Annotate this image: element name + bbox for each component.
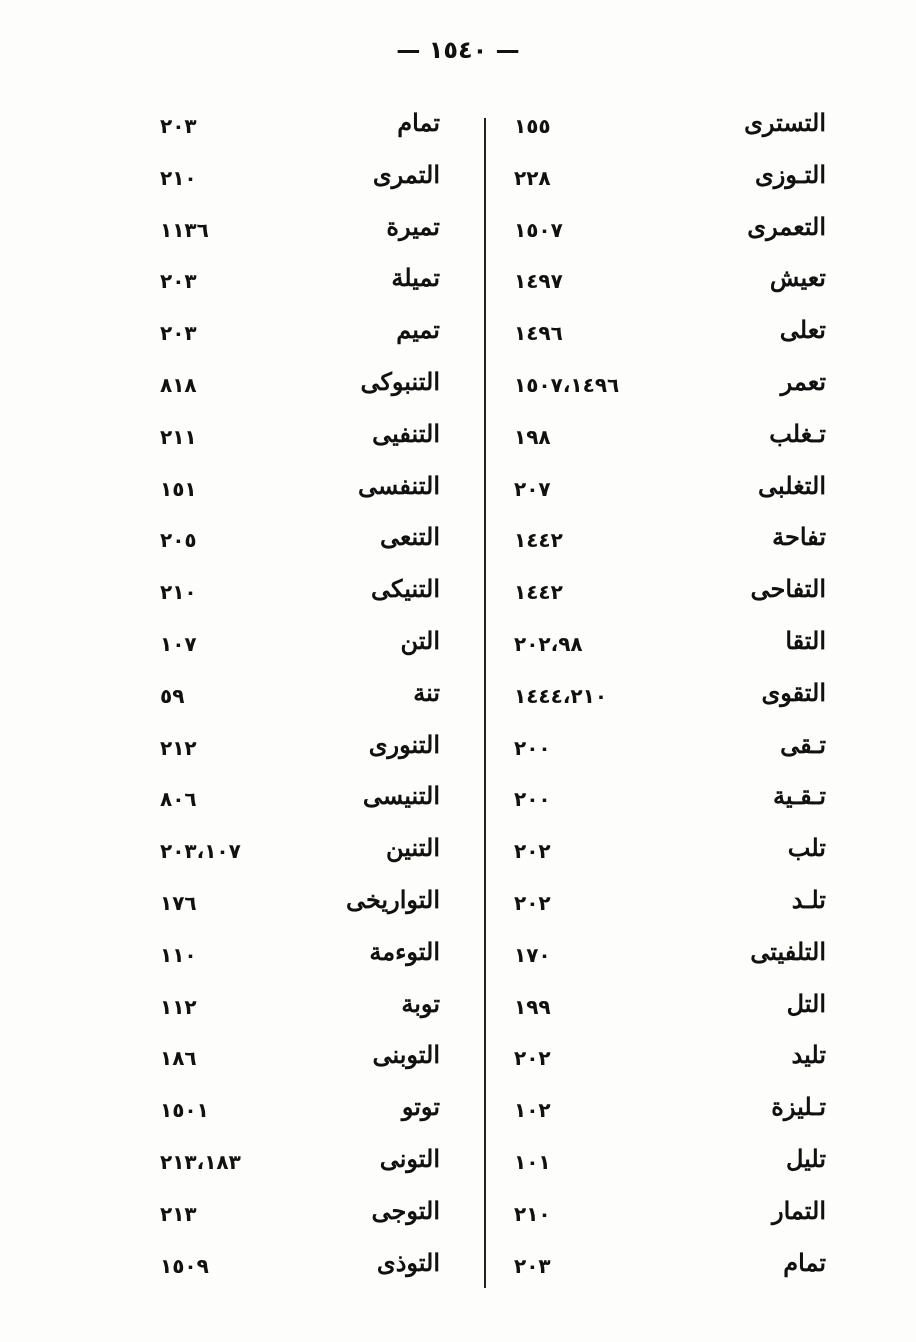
entry-name: التوبنى [372, 1040, 440, 1070]
entry-page-numbers: ١٠٧ [160, 631, 197, 656]
entry-page-numbers: ٢١٠ [160, 580, 197, 605]
entry-name: تمام [397, 108, 440, 137]
index-entry [500, 104, 840, 156]
entry-name: تلب [787, 833, 826, 863]
entry-page-numbers: ٢٠٣ [160, 269, 197, 294]
index-entry [500, 1140, 840, 1192]
index-entry [140, 467, 460, 519]
index-entry [140, 363, 460, 415]
index-entry [140, 726, 460, 778]
index-entry [140, 622, 460, 674]
entry-page-numbers: ١٥٠٩ [160, 1253, 209, 1278]
index-entry [500, 363, 840, 415]
entry-name: تعلى [779, 315, 826, 345]
entry-page-numbers: ١٧٠ [514, 942, 551, 967]
entry-page-numbers: ٢٠٢،٩٨ [514, 631, 583, 656]
entry-name: تعيش [769, 263, 826, 293]
index-entry [140, 104, 460, 156]
entry-name: التوجى [371, 1195, 440, 1225]
index-entry [140, 415, 460, 467]
entry-page-numbers: ٢١٠ [514, 1201, 551, 1226]
entry-page-numbers: ٥٩ [160, 683, 185, 708]
index-entry [500, 415, 840, 467]
index-entry [500, 985, 840, 1037]
entry-name: التنين [386, 833, 440, 863]
entry-page-numbers: ١٩٩ [514, 994, 551, 1019]
entry-name: التغلبى [758, 470, 826, 500]
entry-name: التعمرى [747, 211, 826, 241]
index-entry [140, 777, 460, 829]
index-entry [500, 829, 840, 881]
index-entry [140, 1192, 460, 1244]
entry-name: تميم [396, 315, 440, 345]
entry-name: التنفسى [357, 470, 440, 500]
index-entry [500, 933, 840, 985]
index-entry [140, 156, 460, 208]
entry-name: تـليزة [771, 1092, 826, 1122]
index-entry [500, 1244, 840, 1296]
entry-page-numbers: ١٨٦ [160, 1046, 197, 1071]
index-entry [500, 156, 840, 208]
entry-page-numbers: ١٤٤٢ [514, 528, 563, 553]
index-entry [140, 1244, 460, 1296]
entry-page-numbers: ٢١٢ [160, 735, 197, 760]
entry-page-numbers: ١١٠ [160, 942, 197, 967]
index-entry [140, 674, 460, 726]
entry-name: تـقى [780, 729, 826, 759]
index-entry [140, 985, 460, 1037]
index-entry [140, 259, 460, 311]
entry-name: التنعى [379, 522, 440, 552]
index-entry [140, 881, 460, 933]
index-entry [500, 570, 840, 622]
entry-name: توتو [401, 1092, 440, 1122]
entry-page-numbers: ١٠١ [514, 1149, 551, 1174]
entry-name: تليد [791, 1040, 826, 1070]
index-entry [140, 1036, 460, 1088]
index-entry [500, 467, 840, 519]
index-entry [500, 881, 840, 933]
entry-page-numbers: ١١٢ [160, 994, 197, 1019]
entry-page-numbers: ١٧٦ [160, 890, 197, 915]
entry-name: التنيسى [362, 781, 440, 811]
entry-name: التنيكى [371, 574, 440, 604]
entry-page-numbers: ١٥٠١ [160, 1098, 209, 1123]
index-entry [140, 518, 460, 570]
entry-page-numbers: ٢٠٣ [160, 321, 197, 346]
entry-page-numbers: ١١٣٦ [160, 217, 209, 242]
entry-name: التنورى [368, 729, 440, 759]
index-entry [140, 1088, 460, 1140]
entry-name: التقوى [761, 677, 826, 707]
entry-name: تفاحة [772, 522, 826, 552]
entry-name: التواريخى [345, 884, 440, 914]
entry-page-numbers: ١٤٤٢ [514, 580, 563, 605]
entry-name: التن [400, 625, 440, 655]
entry-name: توبة [401, 988, 440, 1018]
index-entry [140, 208, 460, 260]
entry-name: التنفيى [372, 418, 440, 448]
entry-page-numbers: ٢١٣،١٨٣ [160, 1149, 241, 1174]
index-entry [500, 259, 840, 311]
index-column-left [140, 104, 460, 1295]
entry-name: التوذى [376, 1247, 440, 1277]
entry-name: تنة [413, 677, 440, 707]
index-column-right [500, 104, 840, 1295]
entry-page-numbers: ١٥٠٧،١٤٩٦ [514, 372, 620, 397]
entry-page-numbers: ١٠٢ [514, 1098, 551, 1123]
entry-page-numbers: ٨٠٦ [160, 787, 197, 812]
entry-page-numbers: ٢٠٢ [514, 839, 551, 864]
index-entry [500, 518, 840, 570]
entry-page-numbers: ١٤٩٧ [514, 269, 563, 294]
index-entry [500, 777, 840, 829]
entry-name: التسترى [744, 108, 826, 137]
page-number-header: — ١٥٤٠ — [396, 36, 520, 64]
entry-page-numbers: ٢٢٨ [514, 165, 551, 190]
index-entry [500, 311, 840, 363]
entry-page-numbers: ١٤٤٤،٢١٠ [514, 683, 608, 708]
entry-name: تمام [783, 1247, 826, 1277]
entry-name: التـوزى [754, 159, 826, 189]
entry-name: التلفيتى [750, 936, 826, 966]
entry-name: تميلة [391, 263, 440, 293]
index-entry [140, 311, 460, 363]
entry-page-numbers: ١٩٨ [514, 424, 551, 449]
entry-page-numbers: ٢١٣ [160, 1201, 197, 1226]
entry-page-numbers: ١٤٩٦ [514, 321, 563, 346]
column-divider [484, 118, 486, 1288]
entry-name: تـقـية [773, 781, 826, 811]
entry-page-numbers: ٨١٨ [160, 372, 197, 397]
index-entry [500, 1192, 840, 1244]
entry-page-numbers: ٢٠٣ [160, 114, 197, 138]
index-entry [140, 570, 460, 622]
entry-page-numbers: ٢٠٢ [514, 890, 551, 915]
entry-name: تليل [785, 1143, 826, 1173]
index-entry [500, 208, 840, 260]
index-entry [140, 933, 460, 985]
index-entry [500, 1088, 840, 1140]
entry-page-numbers: ٢٠٢ [514, 1046, 551, 1071]
entry-name: تعمر [780, 366, 826, 396]
index-entry [140, 1140, 460, 1192]
entry-name: التنبوكى [360, 366, 440, 396]
entry-page-numbers: ١٥٥ [514, 114, 551, 138]
entry-page-numbers: ٢٠٠ [514, 787, 551, 812]
index-entry [500, 726, 840, 778]
entry-name: تميرة [386, 211, 440, 241]
entry-page-numbers: ٢٠٣،١٠٧ [160, 839, 241, 864]
entry-name: التمار [772, 1195, 826, 1225]
entry-name: تـغلب [769, 418, 826, 448]
index-entry [500, 674, 840, 726]
entry-page-numbers: ١٥٠٧ [514, 217, 563, 242]
entry-page-numbers: ٢٠٠ [514, 735, 551, 760]
entry-name: التمرى [372, 159, 440, 189]
index-entry [500, 1036, 840, 1088]
entry-page-numbers: ١٥١ [160, 476, 197, 501]
index-entry [140, 829, 460, 881]
entry-name: التونى [379, 1143, 440, 1173]
entry-page-numbers: ٢١١ [160, 424, 197, 449]
entry-page-numbers: ٢١٠ [160, 165, 197, 190]
entry-name: التقا [785, 625, 826, 655]
entry-page-numbers: ٢٠٧ [514, 476, 551, 501]
entry-name: التفاحى [750, 574, 826, 604]
entry-name: تلـد [791, 884, 826, 914]
entry-name: التل [786, 988, 826, 1018]
entry-name: التوءمة [369, 936, 440, 966]
entry-page-numbers: ٢٠٥ [160, 528, 197, 553]
index-entry [500, 622, 840, 674]
entry-page-numbers: ٢٠٣ [514, 1253, 551, 1278]
